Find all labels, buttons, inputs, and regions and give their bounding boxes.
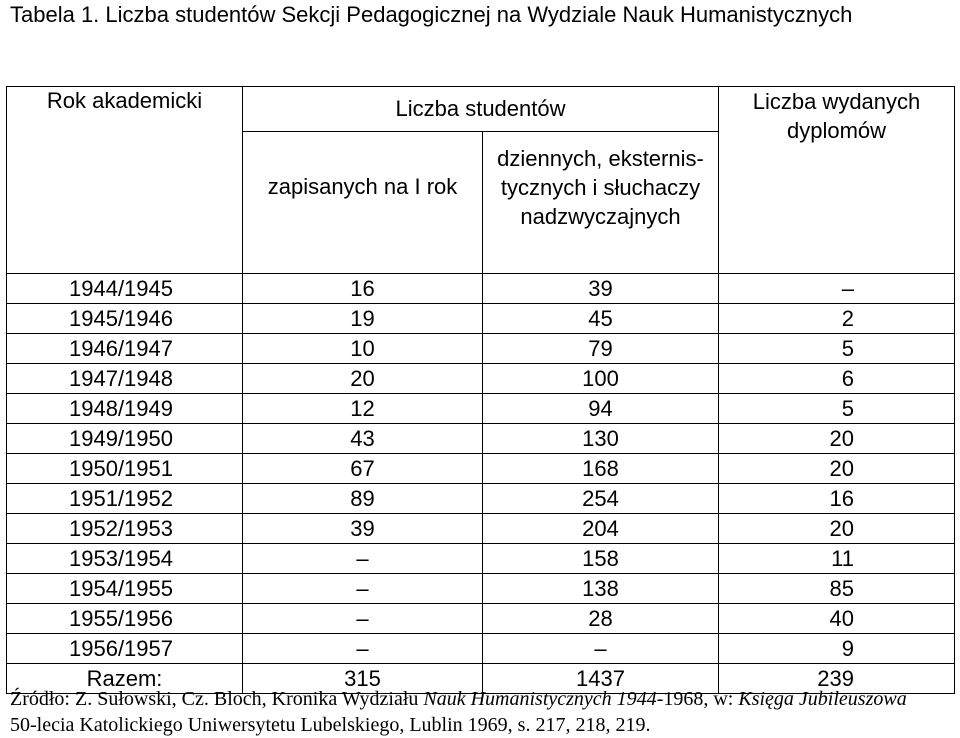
students-table	[6, 86, 955, 694]
table-row	[7, 334, 955, 364]
source-line1-italic2: Księga Jubileuszowa	[738, 688, 907, 710]
cell-enrolled: 16	[243, 274, 483, 304]
table-row	[7, 484, 955, 514]
header-students-group: Liczba studentów	[243, 87, 719, 132]
cell-year: 1948/1949	[7, 394, 243, 424]
cell-diplomas: 11	[719, 544, 955, 574]
cell-enrolled: –	[243, 634, 483, 664]
table-row	[7, 574, 955, 604]
cell-year: 1947/1948	[7, 364, 243, 394]
cell-diplomas: 85	[719, 574, 955, 604]
cell-enrolled: 67	[243, 454, 483, 484]
table-row	[7, 274, 955, 304]
cell-year: 1944/1945	[7, 274, 243, 304]
cell-enrolled: 19	[243, 304, 483, 334]
cell-year: 1945/1946	[7, 304, 243, 334]
cell-students: –	[483, 634, 719, 664]
cell-enrolled: –	[243, 544, 483, 574]
table-row	[7, 514, 955, 544]
source-line1	[10, 686, 907, 712]
cell-year: 1949/1950	[7, 424, 243, 454]
cell-students: 45	[483, 304, 719, 334]
table-row	[7, 454, 955, 484]
cell-students: 168	[483, 454, 719, 484]
cell-students: 100	[483, 364, 719, 394]
cell-year: 1952/1953	[7, 514, 243, 544]
header-enrolled-first-year: zapisanych na I rok	[243, 132, 483, 274]
header-diplomas	[719, 87, 955, 274]
cell-enrolled: 12	[243, 394, 483, 424]
header-daytime-line1: dziennych, eksternis-	[497, 146, 704, 171]
cell-students: 158	[483, 544, 719, 574]
cell-diplomas: 5	[719, 394, 955, 424]
table-row	[7, 544, 955, 574]
header-daytime-line3: nadzwyczajnych	[520, 204, 681, 229]
table-row	[7, 634, 955, 664]
cell-diplomas: –	[719, 274, 955, 304]
source-line1-prefix: Źródło: Z. Sułowski, Cz. Bloch, Kronika Wydziału	[10, 688, 424, 710]
cell-students: 254	[483, 484, 719, 514]
table-row	[7, 424, 955, 454]
cell-students: 28	[483, 604, 719, 634]
cell-year: 1955/1956	[7, 604, 243, 634]
cell-enrolled: 43	[243, 424, 483, 454]
cell-diplomas: 2	[719, 304, 955, 334]
cell-year: 1946/1947	[7, 334, 243, 364]
cell-diplomas: 6	[719, 364, 955, 394]
table-row	[7, 394, 955, 424]
total-diplomas: 239	[719, 664, 955, 694]
table-caption: Tabela 1. Liczba studentów Sekcji Pedagogicznej na Wydziale Nauk Humanistycznych	[10, 2, 853, 27]
cell-students: 130	[483, 424, 719, 454]
source-line1-italic1: Nauk Humanistycznych 1944	[423, 688, 657, 710]
cell-diplomas: 9	[719, 634, 955, 664]
cell-enrolled: –	[243, 604, 483, 634]
source-line1-mid: -1968, w:	[656, 688, 739, 710]
header-daytime-line2: tycznych i słuchaczy	[500, 175, 701, 200]
cell-students: 94	[483, 394, 719, 424]
cell-enrolled: 89	[243, 484, 483, 514]
cell-diplomas: 40	[719, 604, 955, 634]
cell-students: 79	[483, 334, 719, 364]
cell-diplomas: 20	[719, 514, 955, 544]
header-daytime-external-students	[483, 132, 719, 274]
table-row	[7, 304, 955, 334]
table-row	[7, 604, 955, 634]
header-academic-year: Rok akademicki	[7, 87, 243, 274]
cell-students: 39	[483, 274, 719, 304]
cell-year: 1950/1951	[7, 454, 243, 484]
cell-enrolled: 39	[243, 514, 483, 544]
cell-enrolled: 10	[243, 334, 483, 364]
cell-diplomas: 16	[719, 484, 955, 514]
header-diplomas-line1: Liczba wydanych	[752, 89, 921, 114]
cell-year: 1954/1955	[7, 574, 243, 604]
cell-diplomas: 5	[719, 334, 955, 364]
header-diplomas-line2: dyplomów	[786, 118, 887, 143]
total-label: Razem:	[7, 664, 243, 694]
cell-diplomas: 20	[719, 454, 955, 484]
cell-year: 1953/1954	[7, 544, 243, 574]
source-note	[10, 686, 907, 738]
source-line2: 50-lecia Katolickiego Uniwersytetu Lubelskiego, Lublin 1969, s. 217, 218, 219.	[10, 714, 651, 736]
cell-year: 1951/1952	[7, 484, 243, 514]
total-students: 1437	[483, 664, 719, 694]
cell-year: 1956/1957	[7, 634, 243, 664]
cell-diplomas: 20	[719, 424, 955, 454]
total-enrolled: 315	[243, 664, 483, 694]
cell-enrolled: –	[243, 574, 483, 604]
table-row	[7, 364, 955, 394]
cell-students: 204	[483, 514, 719, 544]
table-body	[7, 274, 955, 694]
cell-enrolled: 20	[243, 364, 483, 394]
cell-students: 138	[483, 574, 719, 604]
